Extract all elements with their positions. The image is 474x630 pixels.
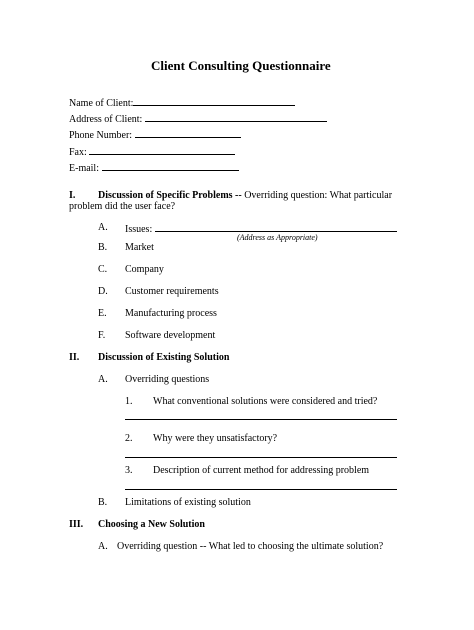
item-1a-letter: A.: [98, 222, 108, 233]
section-2-numeral: II.: [69, 352, 80, 363]
phone-number-label: Phone Number:: [69, 130, 135, 141]
item-1b-letter: B.: [98, 242, 108, 253]
question-2-num: 2.: [125, 433, 133, 444]
email-blank: [102, 162, 239, 171]
fax-blank: [89, 146, 235, 155]
client-name-blank: [133, 97, 295, 106]
section-1-heading: Discussion of Specific Problems --: [98, 190, 242, 201]
question-1-num: 1.: [125, 396, 133, 407]
section-3-heading: Choosing a New Solution: [98, 519, 205, 530]
section-1-line2: problem did the user face?: [69, 201, 176, 212]
section-3-numeral: III.: [69, 519, 84, 530]
item-2a-label: Overriding questions: [125, 374, 210, 385]
section-1-numeral: I.: [69, 190, 76, 201]
question-3-text: Description of current method for addressing problem: [153, 465, 370, 476]
fax-label: Fax:: [69, 147, 90, 158]
item-2b-letter: B.: [98, 497, 108, 508]
item-2b-label: Limitations of existing solution: [125, 497, 251, 508]
phone-number-blank: [135, 129, 241, 138]
section-1-line1: [98, 191, 392, 201]
item-1f-label: Software development: [125, 330, 216, 341]
question-3-num: 3.: [125, 465, 133, 476]
item-1d-letter: D.: [98, 286, 108, 297]
item-3a-letter: A.: [98, 541, 108, 552]
item-3a-label: Overriding question -- What led to choosing the ultimate solution?: [117, 541, 384, 552]
item-1e-letter: E.: [98, 308, 107, 319]
issues-blank: [155, 223, 397, 232]
client-name-label: Name of Client:: [69, 98, 134, 109]
question-2-answer-line: [125, 457, 397, 458]
item-2a-letter: A.: [98, 374, 108, 385]
fax-field: [69, 146, 235, 158]
client-address-blank: [145, 113, 327, 122]
question-1-text: What conventional solutions were considered and tried?: [153, 396, 378, 407]
address-note: (Address as Appropriate): [237, 233, 318, 242]
page-title: Client Consulting Questionnaire: [151, 58, 331, 73]
email-label: E-mail:: [69, 163, 102, 174]
section-2-heading: Discussion of Existing Solution: [98, 352, 230, 363]
item-1d-label: Customer requirements: [125, 286, 219, 297]
question-3-answer-line: [125, 489, 397, 490]
item-1b-label: Market: [125, 242, 154, 253]
phone-number-field: [69, 129, 241, 141]
client-address-label: Address of Client:: [69, 114, 145, 125]
item-1e-label: Manufacturing process: [125, 308, 217, 319]
item-1a-label: Issues:: [125, 224, 155, 235]
client-name-field: [69, 97, 295, 109]
item-1c-letter: C.: [98, 264, 108, 275]
item-1c-label: Company: [125, 264, 164, 275]
item-1f-letter: F.: [98, 330, 106, 341]
client-address-field: [69, 113, 327, 125]
question-2-text: Why were they unsatisfactory?: [153, 433, 278, 444]
email-field: [69, 162, 239, 174]
question-1-answer-line: [125, 419, 397, 420]
section-1-question: Overriding question: What particular: [241, 190, 393, 201]
